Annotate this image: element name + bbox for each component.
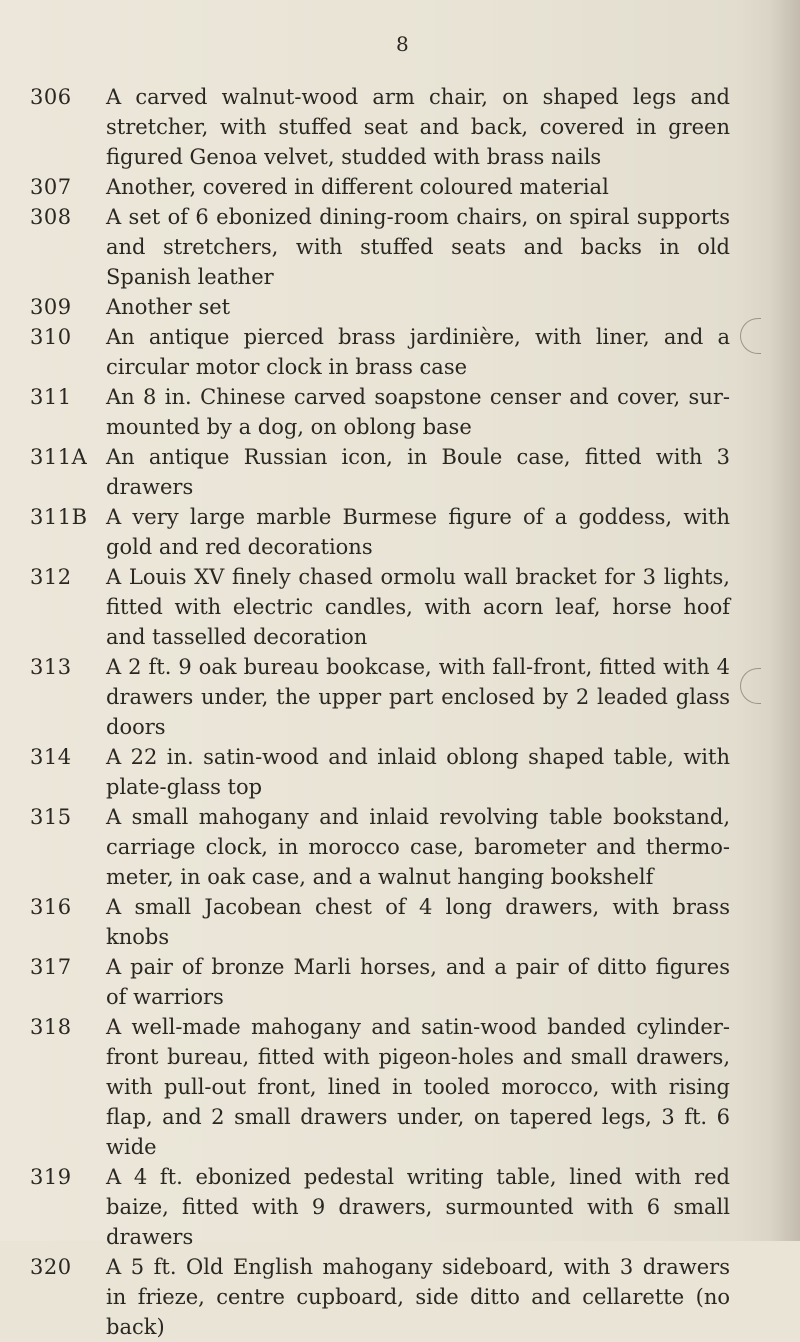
- lot-description: A 2 ft. 9 oak bureau bookcase, with fall-front, fitted with 4 drawers under, the upper part enclosed by 2 leaded glass doors: [106, 655, 730, 739]
- lot-number: 319: [30, 1165, 72, 1189]
- lot-entry: [30, 562, 730, 652]
- lot-number: 317: [30, 955, 72, 979]
- lot-description: An 8 in. Chinese carved soapstone censer and cover, sur-mounted by a dog, on oblong base: [106, 385, 730, 439]
- page-number: 8: [396, 32, 409, 56]
- page-edge-shadow: [770, 0, 800, 1241]
- lot-number: 320: [30, 1255, 72, 1279]
- lot-description: A small Jacobean chest of 4 long drawers, with brass knobs: [106, 895, 730, 949]
- lot-number: 314: [30, 745, 72, 769]
- lot-number: 315: [30, 805, 72, 829]
- punch-hole-mark: [740, 318, 761, 354]
- lot-number: 310: [30, 325, 72, 349]
- lot-description: An antique pierced brass jardinière, with liner, and a circular motor clock in brass case: [106, 325, 730, 379]
- lot-entry: [30, 892, 730, 952]
- lot-description: A 4 ft. ebonized pedestal writing table, lined with red baize, fitted with 9 drawers, surmounted with 6 small drawers: [106, 1165, 730, 1249]
- lot-number: 309: [30, 295, 72, 319]
- lot-entry: [30, 742, 730, 802]
- lot-entry: [30, 172, 730, 202]
- lot-list: [30, 82, 730, 1342]
- lot-number: 311: [30, 385, 72, 409]
- lot-description: Another, covered in different coloured material: [106, 175, 609, 199]
- lot-number: 307: [30, 175, 72, 199]
- punch-hole-mark: [740, 668, 761, 704]
- lot-entry: [30, 1012, 730, 1162]
- lot-entry: [30, 202, 730, 292]
- lot-entry: [30, 322, 730, 382]
- lot-entry: [30, 382, 730, 442]
- lot-number: 308: [30, 205, 72, 229]
- lot-description: A Louis XV finely chased ormolu wall bracket for 3 lights, fitted with electric candles, with acorn leaf, horse hoof and tasselled decoration: [106, 565, 730, 649]
- lot-entry: [30, 652, 730, 742]
- lot-number: 313: [30, 655, 72, 679]
- lot-number: 316: [30, 895, 72, 919]
- lot-entry: [30, 1162, 730, 1252]
- lot-description: A 5 ft. Old English mahogany sideboard, with 3 drawers in frieze, centre cupboard, side ditto and cellarette (no back): [106, 1255, 730, 1339]
- lot-description: Another set: [106, 295, 231, 319]
- lot-description: A well-made mahogany and satin-wood banded cylinder-front bureau, fitted with pigeon-holes and small drawers, with pull-out front, lined in tooled morocco, with rising flap, and 2 small drawers under, on tapered legs, 3 ft. 6 wide: [106, 1015, 730, 1159]
- lot-description: An antique Russian icon, in Boule case, fitted with 3 drawers: [106, 445, 730, 499]
- lot-description: A carved walnut-wood arm chair, on shaped legs and stretcher, with stuffed seat and back, covered in green figured Genoa velvet, studded with brass nails: [106, 85, 730, 169]
- lot-number: 318: [30, 1015, 72, 1039]
- lot-number: 311A: [30, 445, 88, 469]
- lot-number: 311B: [30, 505, 88, 529]
- lot-entry: [30, 1252, 730, 1342]
- lot-number: 306: [30, 85, 72, 109]
- lot-entry: [30, 82, 730, 172]
- lot-description: A small mahogany and inlaid revolving table bookstand, carriage clock, in morocco case, barometer and thermo-meter, in oak case, and a walnut hanging bookshelf: [106, 805, 730, 889]
- lot-entry: [30, 292, 730, 322]
- lot-description: A pair of bronze Marli horses, and a pair of ditto figures of warriors: [106, 955, 730, 1009]
- lot-description: A set of 6 ebonized dining-room chairs, on spiral supports and stretchers, with stuffed seats and backs in old Spanish leather: [106, 205, 730, 289]
- lot-description: A 22 in. satin-wood and inlaid oblong shaped table, with plate-glass top: [106, 745, 730, 799]
- lot-entry: [30, 802, 730, 892]
- lot-number: 312: [30, 565, 72, 589]
- lot-entry: [30, 442, 730, 502]
- lot-entry: [30, 952, 730, 1012]
- lot-entry: [30, 502, 730, 562]
- lot-description: A very large marble Burmese figure of a goddess, with gold and red decorations: [106, 505, 730, 559]
